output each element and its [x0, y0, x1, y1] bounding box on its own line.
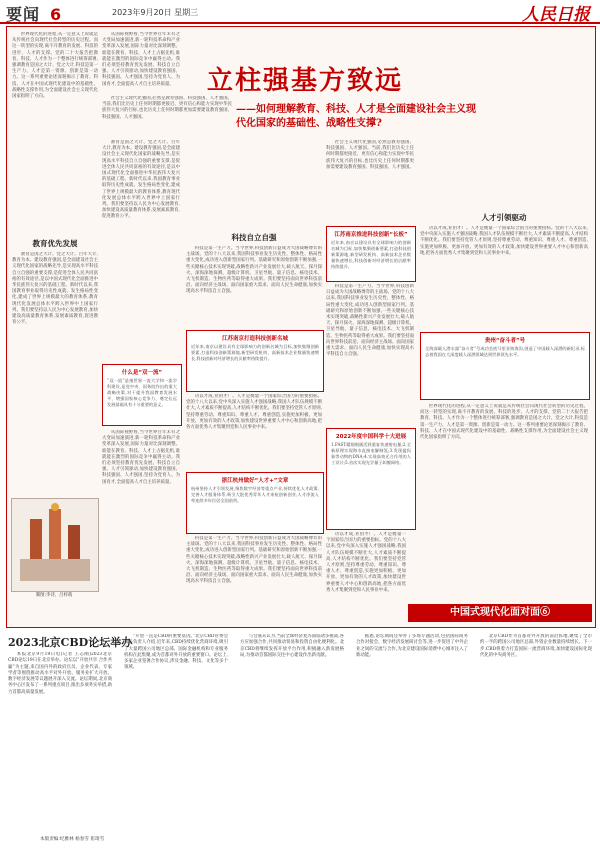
box-top-ten: [326, 428, 416, 530]
right-center-text-2: 科技是第一生产力。当今世界,科技创新日益成为大国战略博弈的主战场。党的十八大以来,我国科技事业发生历史性、整体性、格局性重大变化,成功进入创新型国家行列。基础研究和原始创新不断加强,一些关键核心技术实现突破,战略性新兴产业发展壮大,载人航天、探月探火、深海深地探测、超级计算机、卫星导航、量子信息、核电技术、大飞机制造、生物医药等取得重大成果。我们要坚持面向世界科技前沿、面向经济主战场、面向国家重大需求、面向人民生命健康,加快实现高水平科技自立自强。: [326, 284, 414, 358]
box-double-first-class: [102, 364, 182, 426]
article-column-2: “开放一直是CBD的重要基因。”北京CBD管委会相关负责人介绍,近年来,CBD持续优化营商环境,吸引了大量跨国公司地区总部、国际金融机构和专业服务机构在此集聚,成为首都对外开放的重要窗口。论坛上,多家企业签署合作协议,涉及金融、科技、文化等多个领域。: [124, 634, 228, 671]
box-nanjing-longboard: [326, 226, 416, 282]
box-hangzhou-title: 浙江杭州做好“人才+”文章: [221, 478, 289, 484]
intro-column-2: 从国际视野看,当今世界百年未有之大变局加速演进,新一轮科技革命和产业变革深入发展,国际力量对比深刻调整。谁能在教育、科技、人才上占据先机,谁就能在激烈的国际竞争中赢得主动。我们必须坚持教育优先发展、科技自立自强、人才引领驱动,加快建设教育强国、科技强国、人才强国,坚持为党育人、为国育才,全面提高人才自主培养质量。: [102, 32, 180, 87]
technology-text-3: 科技是第一生产力。当今世界,科技创新日益成为大国战略博弈的主战场。党的十八大以来,我国科技事业发生历史性、整体性、格局性重大变化,成功进入创新型国家行列。基础研究和原始创新不断加强,一些关键核心技术实现突破,战略性新兴产业发展壮大,载人航天、探月探火、深海深地探测、超级计算机、卫星导航、量子信息、核电技术、大飞机制造、生物医药等取得重大成果。我们要坚持面向世界科技前沿、面向经济主战场、面向国家重大需求、面向人民生命健康,加快实现高水平科技自立自强。: [186, 536, 322, 585]
article-column-1: 本报北京9月19日电(记者 王志刚)2023北京CBD论坛19日在北京举办。论坛以“开放共享 合作共赢”为主题,来自国内外的政府官员、企业代表、专家学者等围绕推动高水平对外开放、服务业扩大开放、数字经济发展等议题展开深入交流。论坛期间,北京商务中心区发布了一系列重点项目,推出多项务实举措,助力首都高质量发展。: [8, 652, 112, 695]
box-nanjing-text: 近年来,南京以建设具有全球影响力的创新名城为目标,加快集聚创新要素,打造科技创新策源地,新型研发机构、高新技术企业数量快速增长,科技创新对经济增长的贡献率持续提升。: [191, 344, 319, 361]
box-nanjing-longboard-title: 江苏南京推进科技创新“长板”: [334, 232, 408, 238]
section-title-talent: 人才引领驱动: [481, 213, 527, 222]
issue-date: 2023年9月20日 星期三: [112, 8, 199, 17]
article-column-3: 与会嘉宾认为,当前全球经济复苏面临诸多挑战,各方应加强合作,共同推动贸易和投资自由化便利化。北京CBD将继续发挥开放平台作用,积极融入新发展格局,为推动首都国际交往中心建设作出新贡献。: [240, 634, 344, 658]
talent-text: 功以才成,业由才广。人才是衡量一个国家综合国力的重要指标。党的十八大以来,党中央深入实施人才强国战略,我国人才队伍规模不断壮大,人才素质不断提高,人才结构不断优化。我们要坚持党管人才原则,坚持尊重劳动、尊重知识、尊重人才、尊重创造,实施更加积极、更加开放、更加有效的人才政策,加快建设世界重要人才中心和创新高地,把各方面优秀人才集聚到党和人民事业中来。: [420, 226, 588, 256]
article-column-4: 据悉,论坛期间还举办了多场专题活动,包括国际商务合作对接会、数字经济发展研讨会等,进一步促进了中外企业之间的交流与合作,为北京建设国际消费中心城市注入了新动能。: [356, 634, 468, 658]
section-title-technology: 科技自立自强: [231, 233, 277, 242]
box-nanjing-title: 江苏南京打造科技创新名城: [221, 336, 288, 342]
box-nanjing-longboard-text: 近年来,南京以建设具有全球影响力的创新名城为目标,加快集聚创新要素,打造科技创新策源地,新型研发机构、高新技术企业数量快速增长,科技创新对经济增长的贡献率持续提升。: [331, 240, 411, 269]
masthead: [0, 0, 600, 24]
technology-text-2: 功以才成,业由才广。人才是衡量一个国家综合国力的重要指标。党的十八大以来,党中央深入实施人才强国战略,我国人才队伍规模不断壮大,人才素质不断提高,人才结构不断优化。我们要坚持党管人才原则,坚持尊重劳动、尊重知识、尊重人才、尊重创造,实施更加积极、更加开放、更加有效的人才政策,加快建设世界重要人才中心和创新高地,把各方面优秀人才集聚到党和人民事业中来。: [186, 394, 322, 431]
right-center-text-3: 功以才成,业由才广。人才是衡量一个国家综合国力的重要指标。党的十八大以来,党中央深入实施人才强国战略,我国人才队伍规模不断壮大,人才素质不断提高,人才结构不断优化。我们要坚持党管人才原则,坚持尊重劳动、尊重知识、尊重人才、尊重创造,实施更加积极、更加开放、更加有效的人才政策,加快建设世界重要人才中心和创新高地,把各方面优秀人才集聚到党和人民事业中来。: [326, 532, 406, 593]
article-title: 2023北京CBD论坛举办: [8, 636, 133, 649]
intro-column-1: 世界现代化的进程,从一定意义上说就是从传统社会向现代社会转型的历史过程。而这一转型的实现,离不开教育的发展、科技的进步、人才的支撑。党的二十大报告把教育、科技、人才作为一个整体进行统筹部署,强调教育是国之大计、党之大计,科技是第一生产力、人才是第一资源、创新是第一动力。这一系列重要论述深刻揭示了教育、科技、人才在中国式现代化建设中的基础性、战略性支撑作用,为全面建设社会主义现代化国家指明了方向。: [12, 32, 98, 100]
box-hangzhou: [186, 472, 324, 534]
box-top-ten-title: 2022年度中国科学十大进展: [335, 434, 407, 440]
box-fendouzhe: [420, 332, 590, 400]
section-title-education: 教育优先发展: [32, 239, 78, 248]
page-number: 6: [50, 5, 63, 24]
box-fendouzhe-text: 全海深载人潜水器“奋斗者”号成功坐底马里亚纳海沟,创造了中国载人深潜的新纪录,标志着我国在大深度载人深潜领域达到世界领先水平。: [425, 346, 585, 357]
right-center-text-1: 社会主义现代化强国,必然是教育强国、科技强国、人才强国。当前,我们比历史上任何时期都更接近、更有信心和能力实现中华民族伟大复兴的目标,也比历史上任何时期都更加需要建设教育强国、科技强国、人才强国。: [326, 140, 414, 170]
box-double-first-class-text: “双一流”是指世界一流大学和一流学科建设,是党中央、国务院作出的重大战略决策,对于提升我国教育发展水平、增强国家核心竞争力、奠定长远发展基础具有十分重要的意义。: [107, 378, 177, 407]
cartoon-caption: 制图:李诗、吕梓萌: [35, 593, 73, 598]
box-hangzhou-text: 杭州坚持人才引领发展,聚焦数字经济等重点产业,持续优化人才政策,完善人才服务体系,吸引大批优秀青年人才来杭创新创业,人才净流入率连续多年位居全国前列。: [191, 486, 319, 503]
illustration-cartoon: [11, 498, 99, 592]
box-fendouzhe-title: 贵州“奋斗者”号: [484, 338, 526, 344]
page-editors: 本版责编:纪雅林 杨春雪 崔琦雪: [40, 837, 105, 842]
box-top-ten-text: 1.FAST精细刻画活跃重复快速射电暴;2.全新原理实现海水直接电解制氢;3.发现猛犸象等动物的DNA;4.实现高效光合作用的人工设计;5.首次实现光学量子纠缠网络。: [331, 442, 411, 465]
section-name: 要闻 6: [6, 5, 63, 24]
box-nanjing: [186, 330, 324, 392]
box-double-first-class-title: 什么是“双一流”: [121, 370, 163, 376]
education-text: 教育是国之大计、党之大计。百年大计,教育为本。建设教育强国,是全面建设社会主义现代化国家的战略先导,是实现高水平科技自立自强的重要支撑,是促进全体人民共同富裕的有效途径,是以中国式现代化全面推进中华民族伟大复兴的基础工程。新时代以来,我国教育事业取得历史性成就、发生格局性变化,建成了世界上规模最大的教育体系,教育现代化发展总体水平跨入世界中上国家行列。我们要坚持以人民为中心发展教育,加快建设高质量教育体系,发展素质教育,促进教育公平。: [12, 252, 98, 326]
mid-column-a: 教育是国之大计、党之大计。百年大计,教育为本。建设教育强国,是全面建设社会主义现代化国家的战略先导,是实现高水平科技自立自强的重要支撑,是促进全体人民共同富裕的有效途径,是以中国式现代化全面推进中华民族伟大复兴的基础工程。新时代以来,我国教育事业取得历史性成就、发生格局性变化,建成了世界上规模最大的教育体系,教育现代化发展总体水平跨入世界中上国家行列。我们要坚持以人民为中心发展教育,加快建设高质量教育体系,发展素质教育,促进教育公平。: [102, 140, 180, 220]
talent-text-2: 世界现代化的进程,从一定意义上说就是从传统社会向现代社会转型的历史过程。而这一转型的实现,离不开教育的发展、科技的进步、人才的支撑。党的二十大报告把教育、科技、人才作为一个整体进行统筹部署,强调教育是国之大计、党之大计,科技是第一生产力、人才是第一资源、创新是第一动力。这一系列重要论述深刻揭示了教育、科技、人才在中国式现代化建设中的基础性、战略性支撑作用,为全面建设社会主义现代化国家指明了方向。: [420, 404, 588, 441]
feature-headline: 立柱强基方致远: [206, 66, 403, 96]
article-column-5: 北京CBD作为首都对外开放的前沿阵地,聚集了全市约一半的跨国公司地区总部,外资企业数量持续增长。下一步,CBD将着力打造国际一流营商环境,加快建设国际化现代化的中央商务区。: [480, 634, 592, 658]
mid-intro: 社会主义现代化强国,必然是教育强国、科技强国、人才强国。当前,我们比历史上任何时期都更接近、更有信心和能力实现中华民族伟大复兴的目标,也比历史上任何时期都更加需要建设教育强国、科技强国、人才强国。: [102, 96, 232, 120]
newspaper-logo: 人民日报: [522, 5, 590, 25]
mid-column-b: 从国际视野看,当今世界百年未有之大变局加速演进,新一轮科技革命和产业变革深入发展,国际力量对比深刻调整。谁能在教育、科技、人才上占据先机,谁就能在激烈的国际竞争中赢得主动。我们必须坚持教育优先发展、科技自立自强、人才引领驱动,加快建设教育强国、科技强国、人才强国,坚持为党育人、为国育才,全面提高人才自主培养质量。: [102, 430, 180, 485]
technology-text: 科技是第一生产力。当今世界,科技创新日益成为大国战略博弈的主战场。党的十八大以来,我国科技事业发生历史性、整体性、格局性重大变化,成功进入创新型国家行列。基础研究和原始创新不断加强,一些关键核心技术实现突破,战略性新兴产业发展壮大,载人航天、探月探火、深海深地探测、超级计算机、卫星导航、量子信息、核电技术、大飞机制造、生物医药等取得重大成果。我们要坚持面向世界科技前沿、面向经济主战场、面向国家重大需求、面向人民生命健康,加快实现高水平科技自立自强。: [186, 246, 322, 295]
feature-subheadline: ——如何理解教育、科技、人才是全面建设社会主义现代化国家的基础性、战略性支撑?: [236, 104, 476, 129]
series-banner: 中国式现代化面对面⑥: [408, 604, 592, 622]
